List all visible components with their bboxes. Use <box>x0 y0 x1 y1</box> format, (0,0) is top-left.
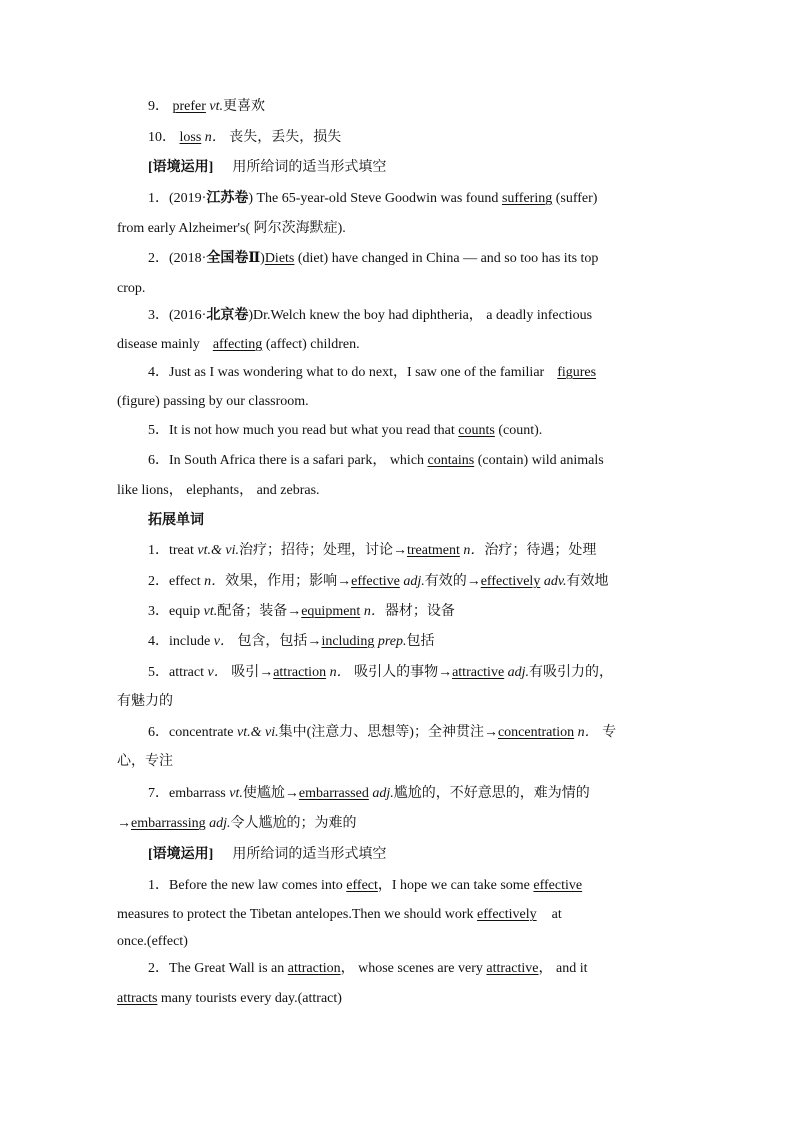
exercise-item-6-line2 <box>117 482 320 500</box>
sentence-text: once.(effect) <box>117 934 188 949</box>
meaning: 更喜欢 <box>223 99 266 114</box>
item-number: 3． <box>148 604 169 619</box>
exercise-effect-1-line2 <box>117 906 562 924</box>
source-open: (2019· <box>169 191 207 206</box>
part-of-speech: n． <box>577 725 599 740</box>
section-heading-2 <box>148 846 386 864</box>
answer-blank: attraction <box>287 961 341 976</box>
part-of-speech: n． <box>363 604 385 619</box>
expand-item-equip <box>148 603 455 621</box>
part-of-speech: v． <box>207 665 228 680</box>
meaning: 效果，作用；影响→ <box>225 574 352 589</box>
meaning: 器材；设备 <box>384 604 455 619</box>
meaning: 使尴尬→ <box>242 786 299 801</box>
answer-blank: counts <box>458 423 495 438</box>
sentence-text: ). <box>337 221 346 236</box>
meaning: 集中(注意力、思想等)；全神贯注→ <box>278 725 498 740</box>
exercise-item-4 <box>148 364 596 382</box>
exercise-item-2 <box>148 250 598 268</box>
exercise-item-1-line2 <box>117 220 346 238</box>
meaning: 尴尬的，不好意思的，难为情的 <box>393 786 590 801</box>
answer-blank: effect <box>346 878 378 893</box>
answer-blank: equipment <box>301 604 361 619</box>
exam-source: 北京卷 <box>206 308 249 323</box>
item-number: 2． <box>148 251 169 266</box>
answer-blank: embarrassed <box>298 786 369 801</box>
exercise-attract-2 <box>148 960 587 978</box>
source-close: ) <box>260 251 265 266</box>
item-number: 3． <box>148 308 169 323</box>
part-of-speech: vt. <box>209 99 224 114</box>
answer-blank: embarrassing <box>131 816 206 831</box>
sentence-text: like lions， elephants， and zebras. <box>117 483 320 498</box>
sentence-text: disease mainly <box>117 337 200 352</box>
answer-blank: effective <box>533 878 583 893</box>
sentence-text: Just as I was wondering what to do next，I saw one of the familiar <box>169 365 545 380</box>
section-label: [语境运用] <box>148 160 214 175</box>
answer-blank: treatment <box>406 543 460 558</box>
item-number: 2． <box>148 574 169 589</box>
exercise-attract-2-line2 <box>117 990 342 1008</box>
item-number: 6． <box>148 725 169 740</box>
sentence-text: (diet) have changed in China — and so too has its top <box>297 251 599 266</box>
exercise-item-5 <box>148 422 542 440</box>
answer-blank: concentration <box>497 725 575 740</box>
vocab-word: embarrass <box>169 786 226 801</box>
item-number: 6． <box>148 453 169 468</box>
expand-item-embarrass <box>148 785 590 803</box>
part-of-speech: prep. <box>377 634 407 649</box>
expand-item-attract-line2 <box>117 693 173 711</box>
part-of-speech: n． <box>329 665 351 680</box>
meaning: 丧失，丢失，损失 <box>229 130 342 145</box>
part-of-speech: n． <box>463 543 485 558</box>
expand-item-concentrate-line2 <box>117 753 173 771</box>
exercise-item-1 <box>148 190 597 208</box>
answer-blank: attractive <box>452 665 505 680</box>
sentence-text: In South Africa there is a safari park， which <box>169 453 425 468</box>
exercise-effect-1 <box>148 877 582 895</box>
vocab-word: include <box>169 634 211 649</box>
vocab-word: prefer <box>172 99 206 114</box>
item-number: 1． <box>148 191 169 206</box>
arrow: → <box>117 816 131 831</box>
section-instruction: 用所给词的适当形式填空 <box>232 160 387 175</box>
meaning: 吸引人的事物→ <box>354 665 453 680</box>
meaning: 令人尴尬的；为难的 <box>230 816 357 831</box>
part-of-speech: adj. <box>403 574 425 589</box>
meaning: 吸引→ <box>231 665 274 680</box>
answer-blank: figures <box>557 365 597 380</box>
answer-blank: Diets <box>264 251 295 266</box>
sentence-text: It is not how much you read but what you read that <box>169 423 455 438</box>
item-number: 4． <box>148 634 169 649</box>
vocab-word: loss <box>179 130 202 145</box>
exam-source: 江苏卷 <box>206 191 249 206</box>
answer-blank: affecting <box>212 337 263 352</box>
meaning: 有魅力的 <box>117 694 173 709</box>
sentence-text: ) The 65-year-old Steve Goodwin was found <box>248 191 499 206</box>
meaning: 有效地 <box>566 574 609 589</box>
exercise-item-3 <box>148 307 592 325</box>
item-number: 1． <box>148 878 169 893</box>
exercise-item-3-line2 <box>117 336 360 354</box>
chinese-gloss: 阿尔茨海默症 <box>253 221 338 236</box>
part-of-speech: n． <box>204 574 226 589</box>
part-of-speech: n． <box>204 130 226 145</box>
expand-item-concentrate <box>148 724 616 742</box>
answer-blank: effective <box>351 574 400 589</box>
part-of-speech: adv. <box>543 574 567 589</box>
expand-item-include <box>148 633 434 651</box>
item-number: 5． <box>148 423 169 438</box>
item-number: 1． <box>148 543 169 558</box>
answer-blank: contains <box>427 453 475 468</box>
part-of-speech: vt. <box>203 604 218 619</box>
sentence-text: many tourists every day.(attract) <box>160 991 342 1006</box>
answer-blank: suffering <box>501 191 553 206</box>
part-of-speech: adj. <box>507 665 530 680</box>
answer-blank: attracts <box>117 991 158 1006</box>
exercise-item-6 <box>148 452 604 470</box>
part-of-speech: v． <box>213 634 234 649</box>
meaning: 有效的→ <box>424 574 481 589</box>
sentence-text: measures to protect the Tibetan antelopes.Then we should work <box>117 907 474 922</box>
hint-word: (suffer) <box>555 191 598 206</box>
sentence-text: ， whose scenes are very <box>340 961 483 976</box>
sentence-text: (affect) children. <box>265 337 360 352</box>
section-instruction: 用所给词的适当形式填空 <box>232 847 387 862</box>
answer-blank: effectively <box>477 907 537 922</box>
sentence-text: (figure) passing by our classroom. <box>117 394 309 409</box>
meaning: 治疗；待遇；处理 <box>484 543 597 558</box>
answer-blank: effectively <box>480 574 541 589</box>
item-number: 5． <box>148 665 169 680</box>
source-open: (2016· <box>169 308 207 323</box>
exam-source: 全国卷Ⅱ <box>206 251 261 266</box>
vocab-item-loss <box>148 129 341 147</box>
section-heading-expand: 拓展单词 <box>148 513 204 528</box>
sentence-text: crop. <box>117 281 146 296</box>
vocab-word: effect <box>169 574 201 589</box>
item-number: 9． <box>148 99 169 114</box>
sentence-text: Before the new law comes into <box>169 878 343 893</box>
expand-item-treat <box>148 542 596 560</box>
vocab-word: attract <box>169 665 204 680</box>
sentence-text: at <box>551 907 562 922</box>
meaning: 包含，包括→ <box>237 634 322 649</box>
meaning: 心，专注 <box>117 754 173 769</box>
section-heading <box>148 159 386 177</box>
vocab-word: treat <box>169 543 194 558</box>
meaning: 包括 <box>406 634 435 649</box>
sentence-text: ，I hope we can take some <box>377 878 530 893</box>
exercise-effect-1-line3 <box>117 933 188 951</box>
sentence-text: The Great Wall is an <box>169 961 285 976</box>
item-number: 10． <box>148 130 176 145</box>
expand-item-embarrass-line2 <box>117 815 357 833</box>
sentence-text: )Dr.Welch knew the boy had diphtheria， a deadly infectious <box>248 308 593 323</box>
meaning: 配备；装备→ <box>217 604 302 619</box>
section-label: [语境运用] <box>148 847 214 862</box>
exercise-item-2-line2 <box>117 280 145 298</box>
vocab-word: equip <box>169 604 201 619</box>
part-of-speech: vt.& vi. <box>197 543 239 558</box>
sentence-text: from early Alzheimer's( <box>117 221 251 236</box>
sentence-text: (contain) wild animals <box>477 453 604 468</box>
sentence-text: ， and it <box>538 961 588 976</box>
exercise-item-4-line2 <box>117 393 309 411</box>
answer-blank: including <box>321 634 375 649</box>
meaning: 专 <box>602 725 617 740</box>
vocab-word: concentrate <box>169 725 234 740</box>
item-number: 4． <box>148 365 169 380</box>
part-of-speech: vt. <box>229 786 243 801</box>
answer-blank: attractive <box>486 961 539 976</box>
meaning: 治疗；招待；处理，讨论→ <box>238 543 407 558</box>
part-of-speech: adj. <box>372 786 394 801</box>
item-number: 2． <box>148 961 169 976</box>
part-of-speech: adj. <box>209 816 231 831</box>
part-of-speech: vt.& vi. <box>237 725 279 740</box>
expand-item-attract <box>148 664 613 682</box>
meaning: 有吸引力的， <box>529 665 614 680</box>
answer-blank: attraction <box>273 665 327 680</box>
item-number: 7． <box>148 786 169 801</box>
expand-item-effect <box>148 573 609 591</box>
source-open: (2018· <box>169 251 207 266</box>
vocab-item-prefer <box>148 98 265 116</box>
hint-word: (count). <box>498 423 543 438</box>
